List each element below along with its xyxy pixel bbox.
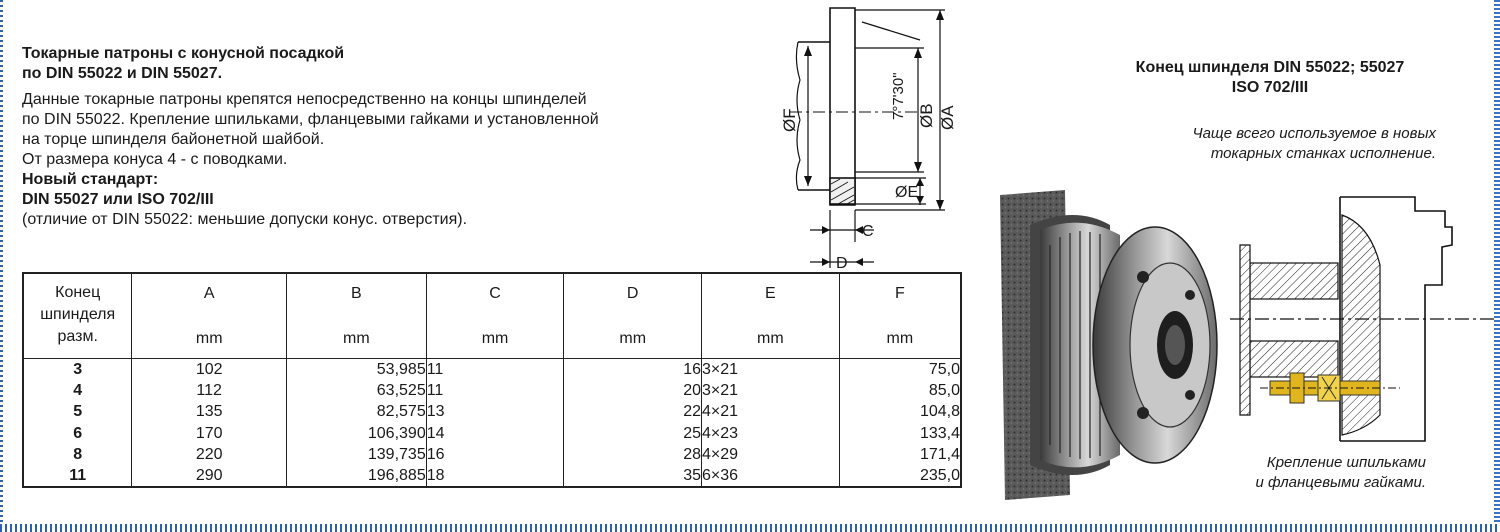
table-row <box>23 465 961 487</box>
intro-text <box>22 44 742 230</box>
cell-D: 25 <box>564 423 702 444</box>
header-col-F: F mm <box>839 273 961 359</box>
cell-size: 4 <box>23 380 132 401</box>
new-standard-heading: Новый стандарт: <box>22 171 159 188</box>
intro-paragraph-line4: От размера конуса 4 - с поводками. <box>22 151 288 168</box>
cell-D: 16 <box>564 359 702 381</box>
header-col-C: C mm <box>426 273 564 359</box>
cell-C: 13 <box>426 401 564 422</box>
cell-C: 14 <box>426 423 564 444</box>
spindle-chuck-photo <box>995 185 1215 505</box>
intro-paragraph-line3: на торце шпинделя байонетной шайбой. <box>22 131 325 148</box>
cell-B: 139,735 <box>286 444 426 465</box>
header-col-A: A mm <box>132 273 287 359</box>
cell-A: 135 <box>132 401 287 422</box>
cell-E: 3×21 <box>702 380 840 401</box>
flange-outline <box>830 8 855 205</box>
header-spindle-line2: шпинделя <box>40 306 116 323</box>
table-row <box>23 423 961 444</box>
cell-C: 18 <box>426 465 564 487</box>
cell-size: 8 <box>23 444 132 465</box>
dim-label-angle: 7°7'30" <box>890 72 907 120</box>
dim-label-F: ØF <box>780 108 799 132</box>
bottom-border-stripe <box>0 524 1500 532</box>
spindle-end-title-line1: Конец шпинделя DIN 55022; 55027 <box>1135 59 1405 76</box>
header-spindle-line3: разм. <box>57 328 98 345</box>
cell-F: 171,4 <box>839 444 961 465</box>
cell-E: 4×21 <box>702 401 840 422</box>
cell-F: 133,4 <box>839 423 961 444</box>
header-col-E: E mm <box>702 273 840 359</box>
table-header-row <box>23 273 961 359</box>
cell-A: 220 <box>132 444 287 465</box>
cell-F: 235,0 <box>839 465 961 487</box>
intro-title-line1: Токарные патроны с конусной посадкой <box>22 45 345 62</box>
dim-label-A: ØA <box>938 105 957 130</box>
cell-B: 82,575 <box>286 401 426 422</box>
cell-size: 11 <box>23 465 132 487</box>
dim-label-C: C <box>862 223 874 240</box>
cell-A: 102 <box>132 359 287 381</box>
cell-B: 106,390 <box>286 423 426 444</box>
header-col-D: D mm <box>564 273 702 359</box>
caption-common-design <box>1140 124 1436 164</box>
cell-C: 16 <box>426 444 564 465</box>
cell-F: 104,8 <box>839 401 961 422</box>
spindle-dimensions-table <box>22 272 962 488</box>
cell-A: 112 <box>132 380 287 401</box>
caption-fastening-line2: и фланцевыми гайками. <box>1255 474 1426 491</box>
cell-D: 28 <box>564 444 702 465</box>
caption-fastening <box>1200 453 1426 493</box>
table-row <box>23 444 961 465</box>
cell-E: 4×23 <box>702 423 840 444</box>
dimension-drawing <box>770 0 970 275</box>
intro-paragraph-line1: Данные токарные патроны крепятся непосредственно на концы шпинделей <box>22 91 587 108</box>
table-row <box>23 359 961 381</box>
cell-D: 22 <box>564 401 702 422</box>
cell-C: 11 <box>426 359 564 381</box>
header-spindle-size <box>23 273 132 359</box>
caption-fastening-line1: Крепление шпильками <box>1266 454 1426 471</box>
dim-label-B: ØB <box>917 103 936 128</box>
cell-B: 196,885 <box>286 465 426 487</box>
cell-A: 170 <box>132 423 287 444</box>
cell-B: 53,985 <box>286 359 426 381</box>
table-row <box>23 380 961 401</box>
new-standard-name: DIN 55027 или ISO 702/III <box>22 191 214 208</box>
cell-size: 3 <box>23 359 132 381</box>
cell-F: 75,0 <box>839 359 961 381</box>
spindle-section-drawing <box>1230 185 1495 450</box>
table-row <box>23 401 961 422</box>
cell-E: 4×29 <box>702 444 840 465</box>
header-col-B: B mm <box>286 273 426 359</box>
left-border-stripe <box>0 0 3 532</box>
spindle-end-title-line2: ISO 702/III <box>1231 79 1309 96</box>
header-spindle-line1: Конец <box>55 284 101 301</box>
cell-D: 35 <box>564 465 702 487</box>
cell-size: 6 <box>23 423 132 444</box>
cell-E: 3×21 <box>702 359 840 381</box>
cell-size: 5 <box>23 401 132 422</box>
spindle-end-title <box>1100 58 1440 98</box>
caption-common-line2: токарных станках исполнение. <box>1210 145 1436 162</box>
intro-title-line2: по DIN 55022 и DIN 55027. <box>22 65 223 82</box>
dim-label-D: D <box>836 255 848 272</box>
cell-B: 63,525 <box>286 380 426 401</box>
cell-D: 20 <box>564 380 702 401</box>
cell-E: 6×36 <box>702 465 840 487</box>
dim-label-E: ØE <box>895 184 919 201</box>
cell-C: 11 <box>426 380 564 401</box>
cell-F: 85,0 <box>839 380 961 401</box>
standard-difference-note: (отличие от DIN 55022: меньшие допуски конус. отверстия). <box>22 211 468 228</box>
caption-common-line1: Чаще всего используемое в новых <box>1192 125 1436 142</box>
intro-paragraph-line2: по DIN 55022. Крепление шпильками, фланцевыми гайками и установленной <box>22 111 599 128</box>
cell-A: 290 <box>132 465 287 487</box>
